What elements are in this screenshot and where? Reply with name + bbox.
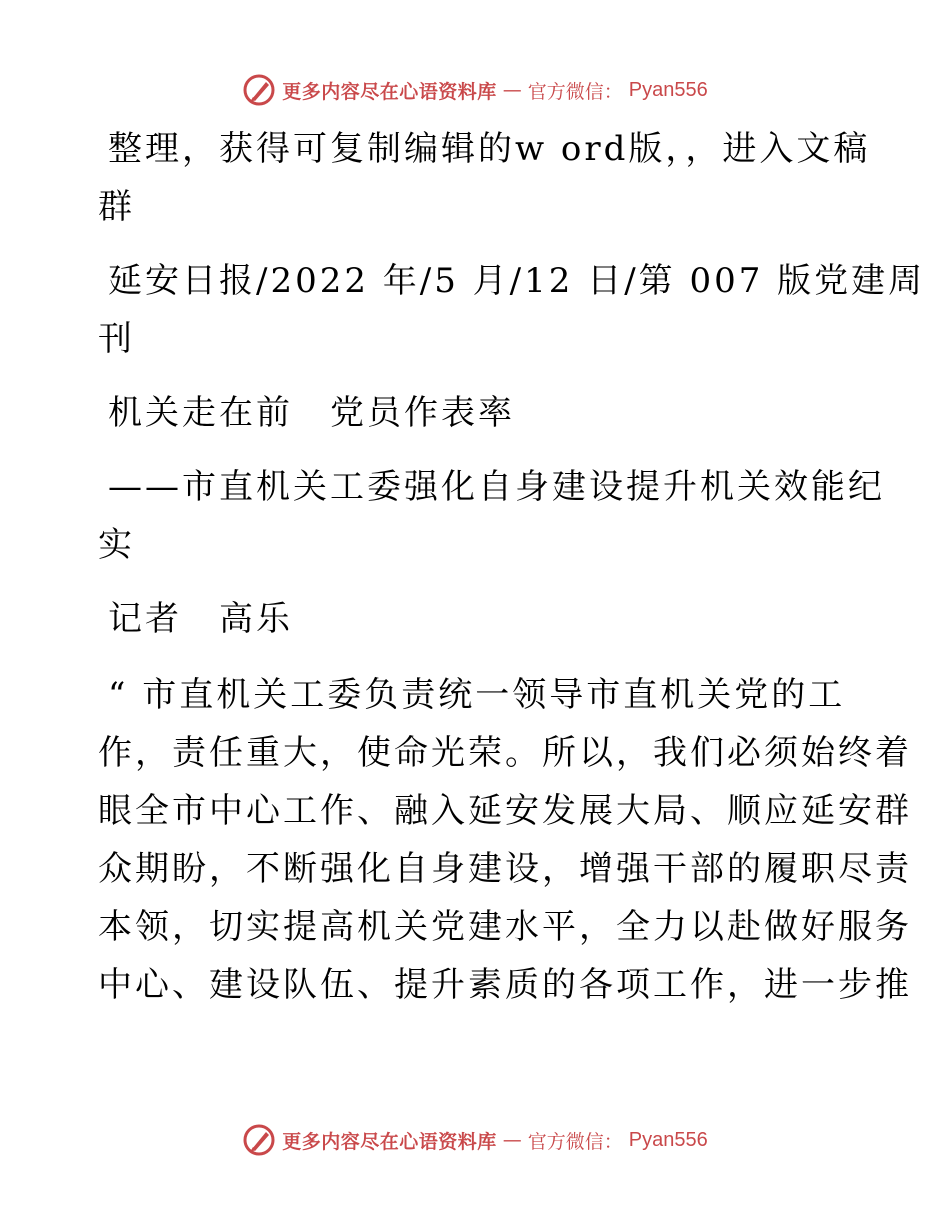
article-title: 机关走在前 党员作表率 (108, 393, 515, 433)
pen-logo-icon (242, 1123, 276, 1157)
banner-wechat-id: Pyan556 (628, 78, 708, 101)
body-paragraph (98, 666, 912, 1014)
banner-wechat-id: Pyan556 (628, 1128, 708, 1151)
banner-main-text: 更多内容尽在心语资料库 (282, 80, 497, 103)
body-line: “ 市直机关工委负责统一领导市直机关党的工 (108, 675, 846, 715)
byline: 记者 高乐 (108, 599, 293, 639)
banner-dash: — (502, 1129, 522, 1151)
document-body (98, 120, 926, 1014)
source-line: 刊 (98, 319, 135, 359)
source-paragraph (98, 252, 926, 368)
source-line: 延安日报/2022 年/5 月/12 日/第 007 版党建周 (108, 261, 926, 301)
pen-logo-icon (242, 73, 276, 107)
subtitle-line: 实 (98, 525, 135, 565)
header-banner (0, 70, 950, 110)
banner-main-text: 更多内容尽在心语资料库 (282, 1130, 497, 1153)
body-line: 本领，切实提高机关党建水平，全力以赴做好服务 (98, 907, 912, 947)
banner-wechat-label: 官方微信： (527, 1130, 623, 1153)
intro-line: 群 (98, 187, 135, 227)
body-line: 眼全市中心工作、融入延安发展大局、顺应延安群 (98, 791, 912, 831)
banner-content (242, 1123, 708, 1157)
intro-paragraph (98, 120, 871, 236)
banner-dash: — (502, 79, 522, 101)
body-line: 众期盼，不断强化自身建设，增强干部的履职尽责 (98, 849, 912, 889)
footer-banner (0, 1120, 950, 1160)
intro-line: 整理，获得可复制编辑的w ord版，，进入文稿 (108, 129, 871, 169)
subtitle-paragraph (98, 458, 885, 574)
subtitle-line: ——市直机关工委强化自身建设提升机关效能纪 (108, 467, 885, 507)
body-line: 中心、建设队伍、提升素质的各项工作，进一步推 (98, 965, 912, 1005)
banner-content (242, 73, 708, 107)
body-line: 作，责任重大，使命光荣。所以，我们必须始终着 (98, 733, 912, 773)
banner-wechat-label: 官方微信： (527, 80, 623, 103)
